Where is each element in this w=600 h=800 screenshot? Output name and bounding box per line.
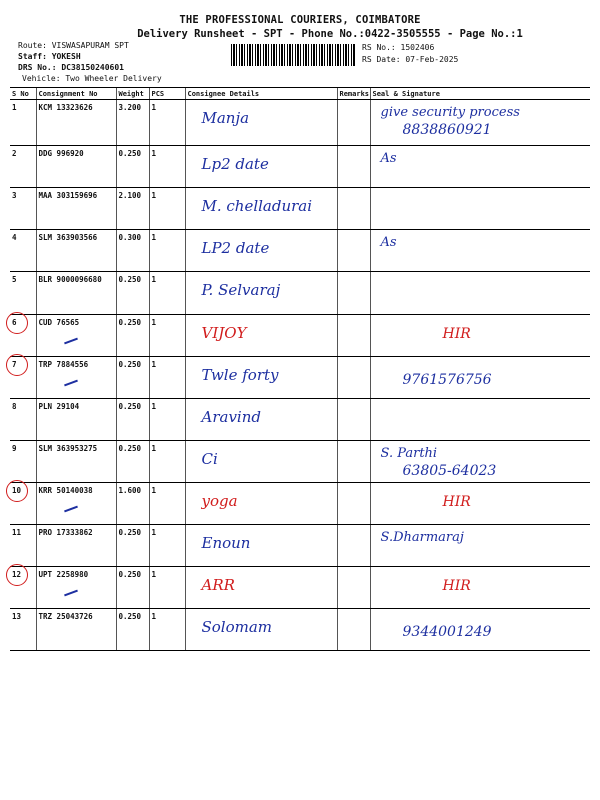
table-row bbox=[10, 441, 590, 483]
cell-sno: 9 bbox=[10, 441, 36, 483]
runsheet-table bbox=[10, 87, 590, 651]
col-consignment: Consignment No bbox=[36, 88, 116, 100]
cell-sno: 3 bbox=[10, 188, 36, 230]
runsheet-subtitle: Delivery Runsheet - SPT - Phone No.:0422-3505555 - Page No.:1 bbox=[137, 28, 523, 40]
cell-pcs: 1 bbox=[149, 315, 185, 357]
cell-signature bbox=[370, 357, 590, 399]
consignee-handwriting: Aravind bbox=[201, 408, 261, 426]
cell-sno: 5 bbox=[10, 272, 36, 315]
cell-pcs: 1 bbox=[149, 399, 185, 441]
cell-sno: 4 bbox=[10, 230, 36, 272]
cell-pcs: 1 bbox=[149, 188, 185, 230]
cell-consignment: CUD 76565 bbox=[36, 315, 116, 357]
company-title: THE PROFESSIONAL COURIERS, COIMBATORE bbox=[179, 14, 421, 26]
cell-weight: 0.250 bbox=[116, 315, 149, 357]
vehicle-label: Vehicle: bbox=[22, 74, 61, 83]
cell-consignment: TRZ 25043726 bbox=[36, 609, 116, 651]
cell-signature bbox=[370, 315, 590, 357]
cell-signature bbox=[370, 230, 590, 272]
table-row bbox=[10, 399, 590, 441]
cell-signature bbox=[370, 100, 590, 146]
consignee-handwriting: Ci bbox=[201, 450, 218, 468]
cell-sno: 12 bbox=[10, 567, 36, 609]
cell-pcs: 1 bbox=[149, 100, 185, 146]
cell-sno: 11 bbox=[10, 525, 36, 567]
red-circle-mark bbox=[6, 564, 28, 586]
cell-weight: 3.200 bbox=[116, 100, 149, 146]
cell-pcs: 1 bbox=[149, 230, 185, 272]
cell-consignment: BLR 9000096680 bbox=[36, 272, 116, 315]
cell-sno: 1 bbox=[10, 100, 36, 146]
consignee-handwriting: VIJOY bbox=[201, 324, 247, 342]
drs-label: DRS No.: bbox=[18, 63, 57, 72]
cell-signature bbox=[370, 399, 590, 441]
consignee-handwriting: Enoun bbox=[201, 534, 251, 552]
staff-label: Staff: bbox=[18, 52, 47, 61]
cell-sno: 2 bbox=[10, 146, 36, 188]
cell-signature bbox=[370, 567, 590, 609]
phone-handwriting: 63805-64023 bbox=[402, 463, 497, 479]
cell-consignment: SLM 363903566 bbox=[36, 230, 116, 272]
cell-consignment: SLM 363953275 bbox=[36, 441, 116, 483]
cell-consignment: MAA 303159696 bbox=[36, 188, 116, 230]
consignee-handwriting: ARR bbox=[201, 576, 235, 594]
red-circle-mark bbox=[6, 480, 28, 502]
phone-handwriting: 9344001249 bbox=[402, 624, 492, 640]
consignee-handwriting: yoga bbox=[201, 492, 238, 510]
route-label: Route: bbox=[18, 41, 47, 50]
signature-handwriting: As bbox=[380, 151, 397, 166]
staff-value: YOKESH bbox=[51, 52, 81, 61]
cell-weight: 0.250 bbox=[116, 357, 149, 399]
cell-pcs: 1 bbox=[149, 272, 185, 315]
cell-weight: 0.250 bbox=[116, 609, 149, 651]
cell-signature bbox=[370, 483, 590, 525]
cell-consignee bbox=[185, 525, 337, 567]
consignee-handwriting: M. chelladurai bbox=[201, 197, 313, 215]
cell-remarks bbox=[337, 441, 370, 483]
consignee-handwriting: Twle forty bbox=[201, 366, 279, 384]
table-row bbox=[10, 567, 590, 609]
cell-sno: 10 bbox=[10, 483, 36, 525]
signature-handwriting: As bbox=[380, 235, 397, 250]
signature-handwriting: S.Dharmaraj bbox=[380, 530, 464, 545]
drs-value: DC38150240601 bbox=[61, 63, 124, 72]
cell-consignment: DDG 996920 bbox=[36, 146, 116, 188]
table-row bbox=[10, 315, 590, 357]
table-row bbox=[10, 146, 590, 188]
consignee-handwriting: Solomam bbox=[201, 618, 273, 636]
route-value: VISWASAPURAM SPT bbox=[51, 41, 129, 50]
cell-signature bbox=[370, 441, 590, 483]
signature-handwriting: HIR bbox=[442, 578, 471, 594]
rs-date-line bbox=[362, 54, 458, 65]
cell-weight: 0.250 bbox=[116, 272, 149, 315]
col-remarks: Remarks bbox=[337, 88, 370, 100]
cell-remarks bbox=[337, 315, 370, 357]
cell-consignee bbox=[185, 146, 337, 188]
cell-remarks bbox=[337, 272, 370, 315]
route-line bbox=[18, 40, 129, 51]
vehicle-value: Two Wheeler Delivery bbox=[65, 74, 162, 83]
table-header-row bbox=[10, 88, 590, 100]
cell-pcs: 1 bbox=[149, 483, 185, 525]
cell-signature bbox=[370, 188, 590, 230]
cell-remarks bbox=[337, 146, 370, 188]
signature-handwriting: give security process bbox=[380, 105, 520, 120]
cell-weight: 0.250 bbox=[116, 146, 149, 188]
cell-consignee bbox=[185, 567, 337, 609]
rs-no-value: 1502406 bbox=[400, 43, 435, 52]
table-row bbox=[10, 188, 590, 230]
table-row bbox=[10, 525, 590, 567]
cell-consignee bbox=[185, 441, 337, 483]
consignee-handwriting: LP2 date bbox=[201, 239, 270, 257]
cell-consignment: TRP 7884556 bbox=[36, 357, 116, 399]
consignee-handwriting: P. Selvaraj bbox=[201, 281, 281, 299]
signature-handwriting: HIR bbox=[442, 326, 471, 342]
table-row bbox=[10, 230, 590, 272]
table-row bbox=[10, 609, 590, 651]
cell-consignment: PLN 29104 bbox=[36, 399, 116, 441]
cell-sno: 8 bbox=[10, 399, 36, 441]
signature-handwriting: S. Parthi bbox=[380, 446, 438, 461]
cell-consignee bbox=[185, 357, 337, 399]
cell-consignee bbox=[185, 609, 337, 651]
cell-remarks bbox=[337, 230, 370, 272]
consignee-handwriting: Manja bbox=[201, 109, 250, 127]
rs-no-line bbox=[362, 42, 434, 53]
rs-date-label: RS Date: bbox=[362, 55, 401, 64]
cell-weight: 2.100 bbox=[116, 188, 149, 230]
signature-handwriting: HIR bbox=[442, 494, 471, 510]
cell-consignee bbox=[185, 399, 337, 441]
cell-remarks bbox=[337, 399, 370, 441]
rs-no-label: RS No.: bbox=[362, 43, 396, 52]
phone-handwriting: 8838860921 bbox=[402, 122, 492, 138]
cell-remarks bbox=[337, 483, 370, 525]
cell-consignee bbox=[185, 272, 337, 315]
col-pcs: PCS bbox=[149, 88, 185, 100]
table-row bbox=[10, 272, 590, 315]
consignee-handwriting: Lp2 date bbox=[201, 155, 269, 173]
cell-consignment: PRO 17333862 bbox=[36, 525, 116, 567]
drs-line bbox=[18, 62, 124, 73]
cell-weight: 0.300 bbox=[116, 230, 149, 272]
red-circle-mark bbox=[6, 354, 28, 376]
cell-sno: 7 bbox=[10, 357, 36, 399]
col-sno: S No bbox=[10, 88, 36, 100]
cell-sno: 13 bbox=[10, 609, 36, 651]
col-weight: Weight bbox=[116, 88, 149, 100]
cell-remarks bbox=[337, 188, 370, 230]
cell-consignment: KCM 13323626 bbox=[36, 100, 116, 146]
cell-consignee bbox=[185, 315, 337, 357]
cell-signature bbox=[370, 525, 590, 567]
cell-remarks bbox=[337, 567, 370, 609]
cell-consignment: UPT 2258980 bbox=[36, 567, 116, 609]
staff-line bbox=[18, 51, 81, 62]
barcode-graphic bbox=[231, 44, 356, 66]
cell-pcs: 1 bbox=[149, 609, 185, 651]
vehicle-line bbox=[22, 73, 162, 84]
cell-weight: 1.600 bbox=[116, 483, 149, 525]
cell-consignment: KRR 50140038 bbox=[36, 483, 116, 525]
col-signature: Seal & Signature bbox=[370, 88, 590, 100]
cell-pcs: 1 bbox=[149, 567, 185, 609]
col-consignee: Consignee Details bbox=[185, 88, 337, 100]
table-row bbox=[10, 357, 590, 399]
cell-remarks bbox=[337, 357, 370, 399]
rs-date-value: 07-Feb-2025 bbox=[405, 55, 459, 64]
cell-pcs: 1 bbox=[149, 357, 185, 399]
cell-remarks bbox=[337, 525, 370, 567]
cell-consignee bbox=[185, 483, 337, 525]
cell-pcs: 1 bbox=[149, 146, 185, 188]
cell-remarks bbox=[337, 609, 370, 651]
cell-signature bbox=[370, 609, 590, 651]
cell-pcs: 1 bbox=[149, 525, 185, 567]
cell-sno: 6 bbox=[10, 315, 36, 357]
cell-consignee bbox=[185, 188, 337, 230]
cell-pcs: 1 bbox=[149, 441, 185, 483]
cell-consignee bbox=[185, 100, 337, 146]
cell-remarks bbox=[337, 100, 370, 146]
phone-handwriting: 9761576756 bbox=[402, 372, 492, 388]
cell-signature bbox=[370, 146, 590, 188]
cell-weight: 0.250 bbox=[116, 399, 149, 441]
cell-consignee bbox=[185, 230, 337, 272]
cell-weight: 0.250 bbox=[116, 441, 149, 483]
table-row bbox=[10, 483, 590, 525]
cell-weight: 0.250 bbox=[116, 525, 149, 567]
cell-weight: 0.250 bbox=[116, 567, 149, 609]
cell-signature bbox=[370, 272, 590, 315]
table-row bbox=[10, 100, 590, 146]
red-circle-mark bbox=[6, 312, 28, 334]
